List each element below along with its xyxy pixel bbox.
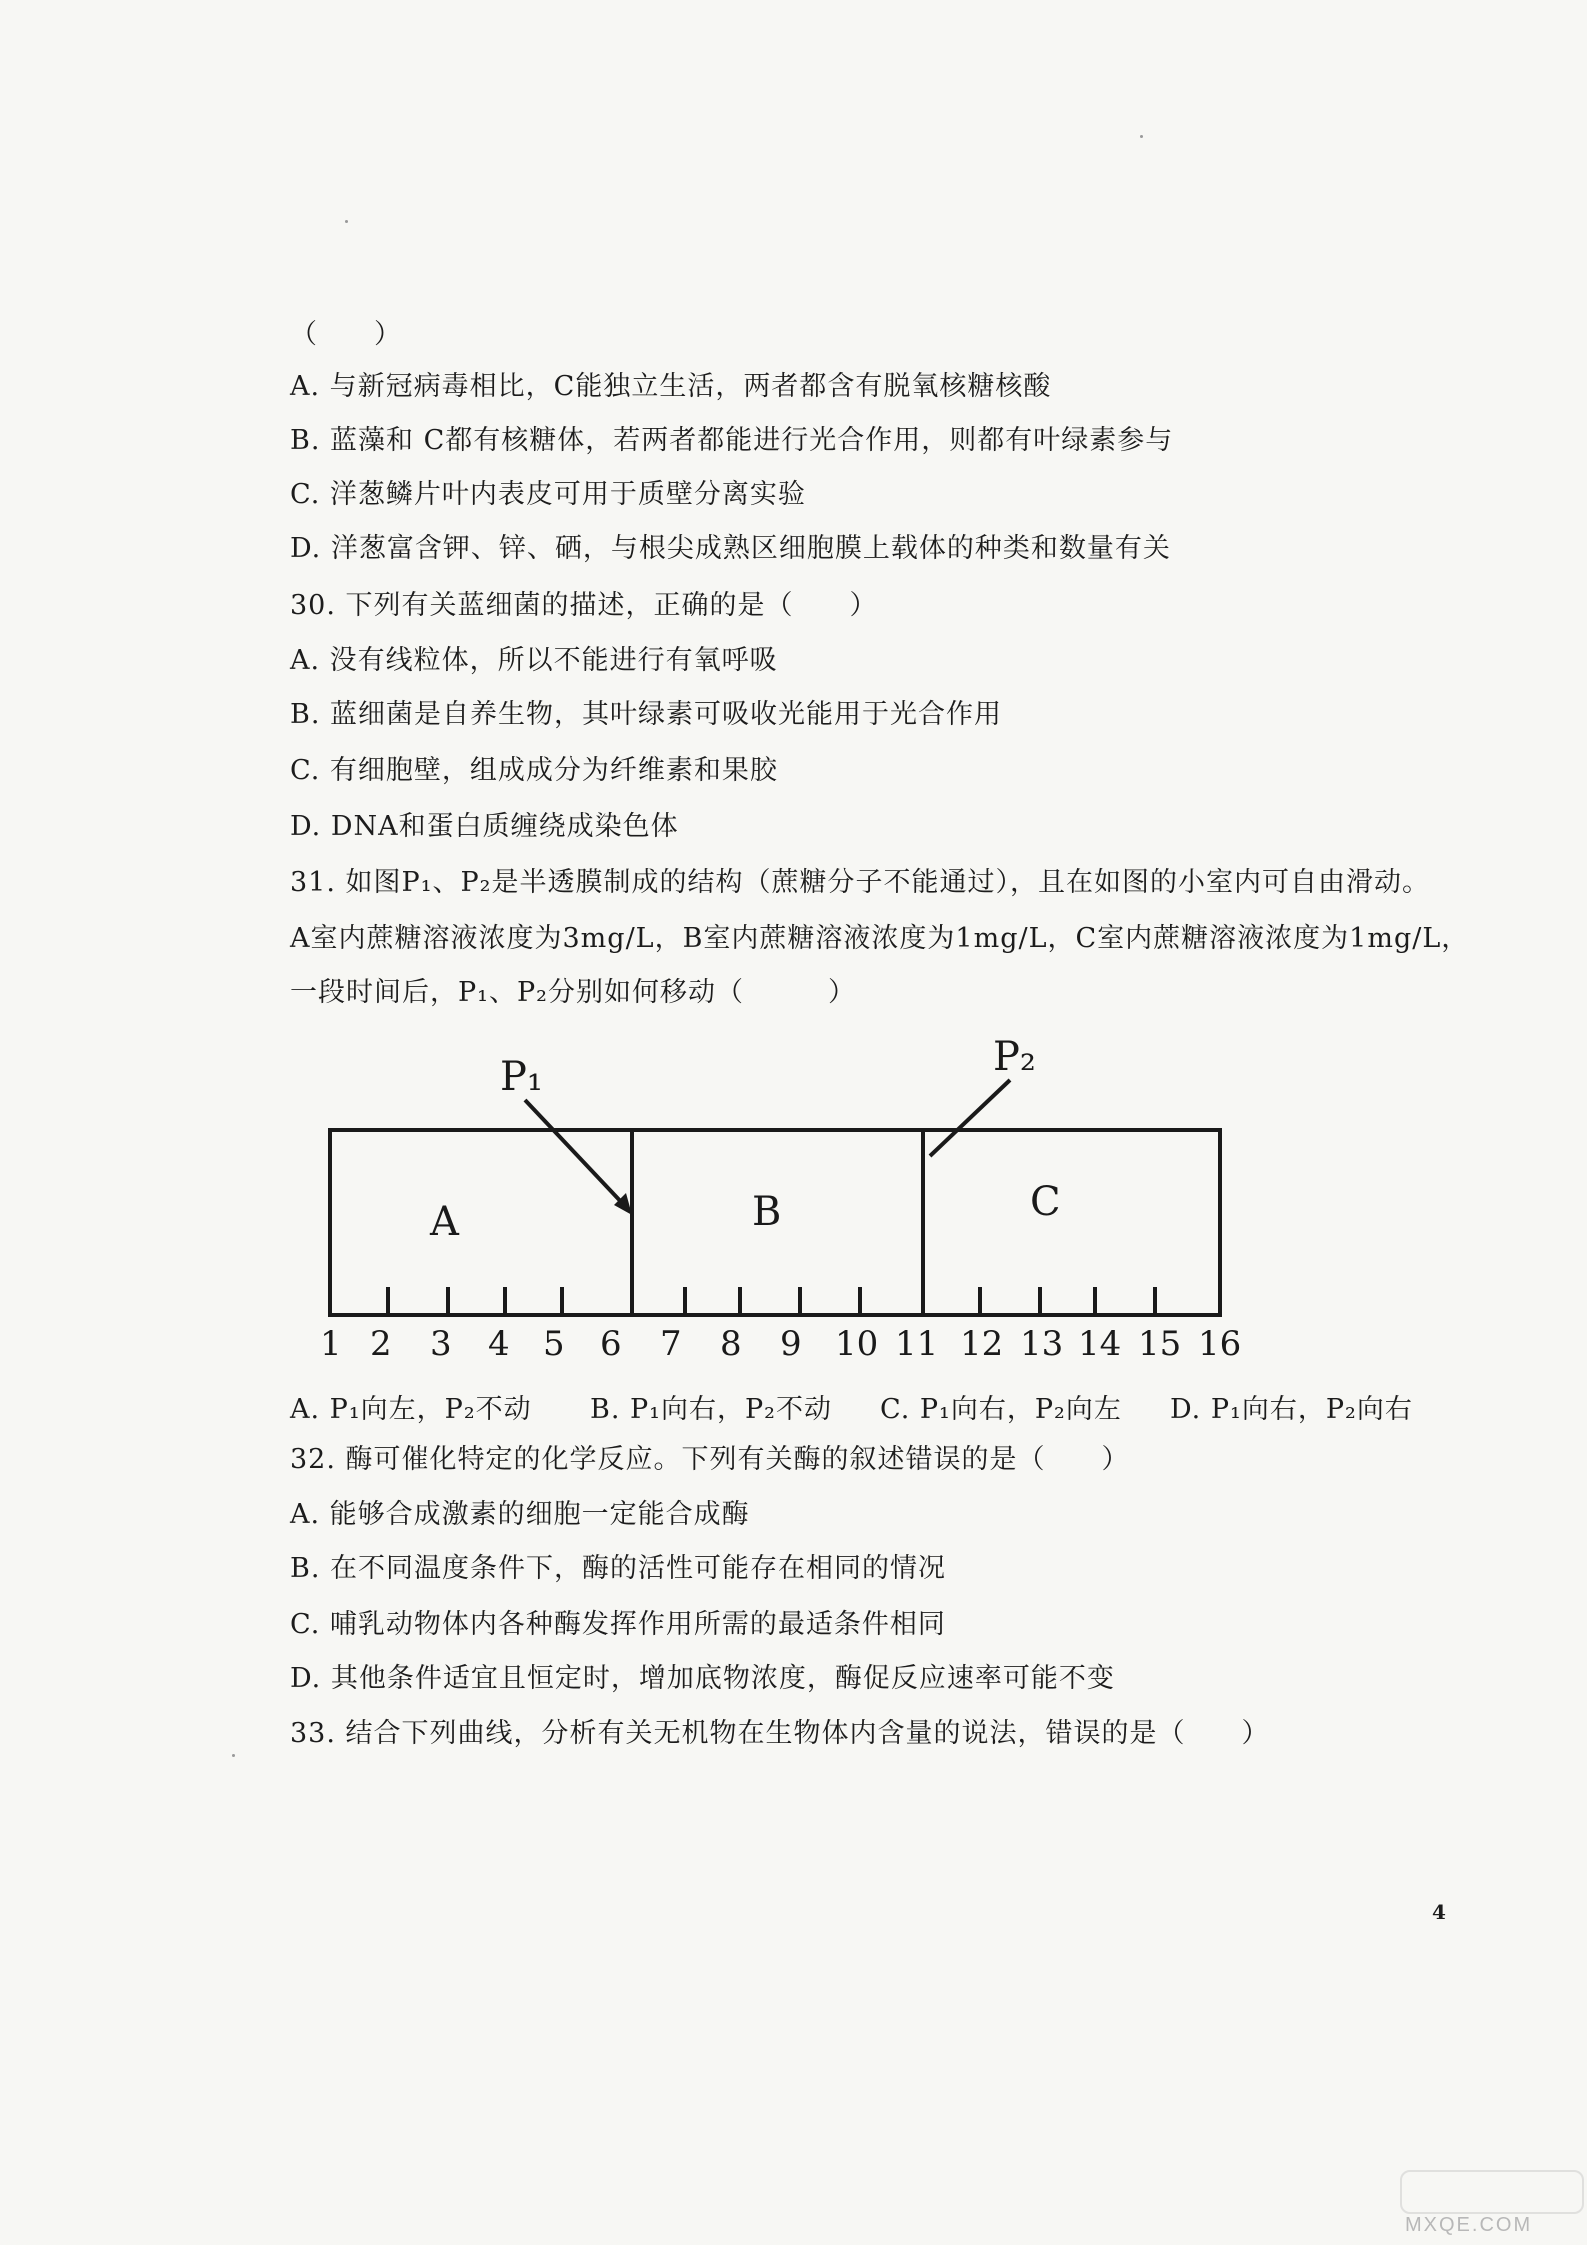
text-line-32d: D. 其他条件适宜且恒定时，增加底物浓度，酶促反应速率可能不变 [290,1663,1115,1694]
scale-numbers [320,1324,1241,1364]
text-line-q32: 32. 酶可催化特定的化学反应。下列有关酶的叙述错误的是（ ） [290,1444,1130,1475]
label-chamber-c: C [1030,1179,1061,1225]
q31-option-d: D. P₁向右，P₂向右 [1170,1394,1413,1425]
scale-number: 11 [895,1324,939,1364]
scale-number: 13 [1020,1324,1064,1364]
text-line-30b: B. 蓝细菌是自养生物，其叶绿素可吸收光能用于光合作用 [290,699,1003,730]
text-line-32b: B. 在不同温度条件下，酶的活性可能存在相同的情况 [290,1553,947,1584]
text-line-q31b: A室内蔗糖溶液浓度为3mg/L，B室内蔗糖溶液浓度为1mg/L，C室内蔗糖溶液浓度为1mg/L， [290,923,1470,954]
scale-number: 7 [660,1324,682,1364]
scale-number: 16 [1198,1324,1242,1364]
label-chamber-a: A [430,1199,459,1245]
text-line-32a: A. 能够合成激素的细胞一定能合成酶 [290,1499,750,1530]
text-line-paren: （ ） [290,319,402,350]
q31-options [290,1387,1420,1427]
text-line-32c: C. 哺乳动物体内各种酶发挥作用所需的最适条件相同 [290,1609,946,1640]
scale-number: 9 [780,1324,802,1364]
scale-number: 1 [320,1324,342,1364]
scale-number: 4 [488,1324,510,1364]
label-p2: P₂ [993,1034,1036,1080]
text-line-29c: C. 洋葱鳞片叶内表皮可用于质壁分离实验 [290,479,806,510]
page-number: 4 [1432,1900,1446,1924]
text-line-30a: A. 没有线粒体，所以不能进行有氧呼吸 [290,645,778,676]
membrane-chamber-diagram [300,1030,1260,1370]
watermark-text: MXQE.COM [1405,2214,1533,2236]
label-chamber-b: B [752,1189,782,1235]
scale-number: 12 [960,1324,1004,1364]
p2-pointer-line [930,1080,1010,1156]
scale-ticks [388,1287,1155,1315]
scale-number: 14 [1078,1324,1122,1364]
q31-option-a: A. P₁向左，P₂不动 [290,1394,532,1425]
text-line-29a: A. 与新冠病毒相比，C能独立生活，两者都含有脱氧核糖核酸 [290,371,1052,402]
text-line-q31c: 一段时间后，P₁、P₂分别如何移动（ ） [290,977,856,1008]
text-line-29d: D. 洋葱富含钾、锌、硒，与根尖成熟区细胞膜上载体的种类和数量有关 [290,533,1171,564]
p1-pointer-line [525,1100,625,1206]
scale-number: 15 [1138,1324,1182,1364]
text-line-q31a: 31. 如图P₁、P₂是半透膜制成的结构（蔗糖分子不能通过），且在如图的小室内可自由滑动。 [290,867,1431,898]
scale-number: 10 [835,1324,879,1364]
q31-option-b: B. P₁向右，P₂不动 [590,1394,832,1425]
text-line-30c: C. 有细胞壁，组成成分为纤维素和果胶 [290,755,778,786]
text-line-q33: 33. 结合下列曲线，分析有关无机物在生物体内含量的说法，错误的是（ ） [290,1718,1270,1749]
label-p1: P₁ [500,1054,543,1100]
text-line-q30: 30. 下列有关蓝细菌的描述，正确的是（ ） [290,590,878,621]
text-line-29b: B. 蓝藻和 C都有核糖体，若两者都能进行光合作用，则都有叶绿素参与 [290,425,1174,456]
scale-number: 5 [543,1324,565,1364]
text-line-30d: D. DNA和蛋白质缠绕成染色体 [290,811,679,842]
scale-number: 6 [600,1324,622,1364]
q31-option-c: C. P₁向右，P₂向左 [880,1394,1122,1425]
scale-number: 3 [430,1324,452,1364]
scale-number: 8 [720,1324,742,1364]
watermark-logo [1400,2170,1580,2240]
scale-number: 2 [370,1324,392,1364]
